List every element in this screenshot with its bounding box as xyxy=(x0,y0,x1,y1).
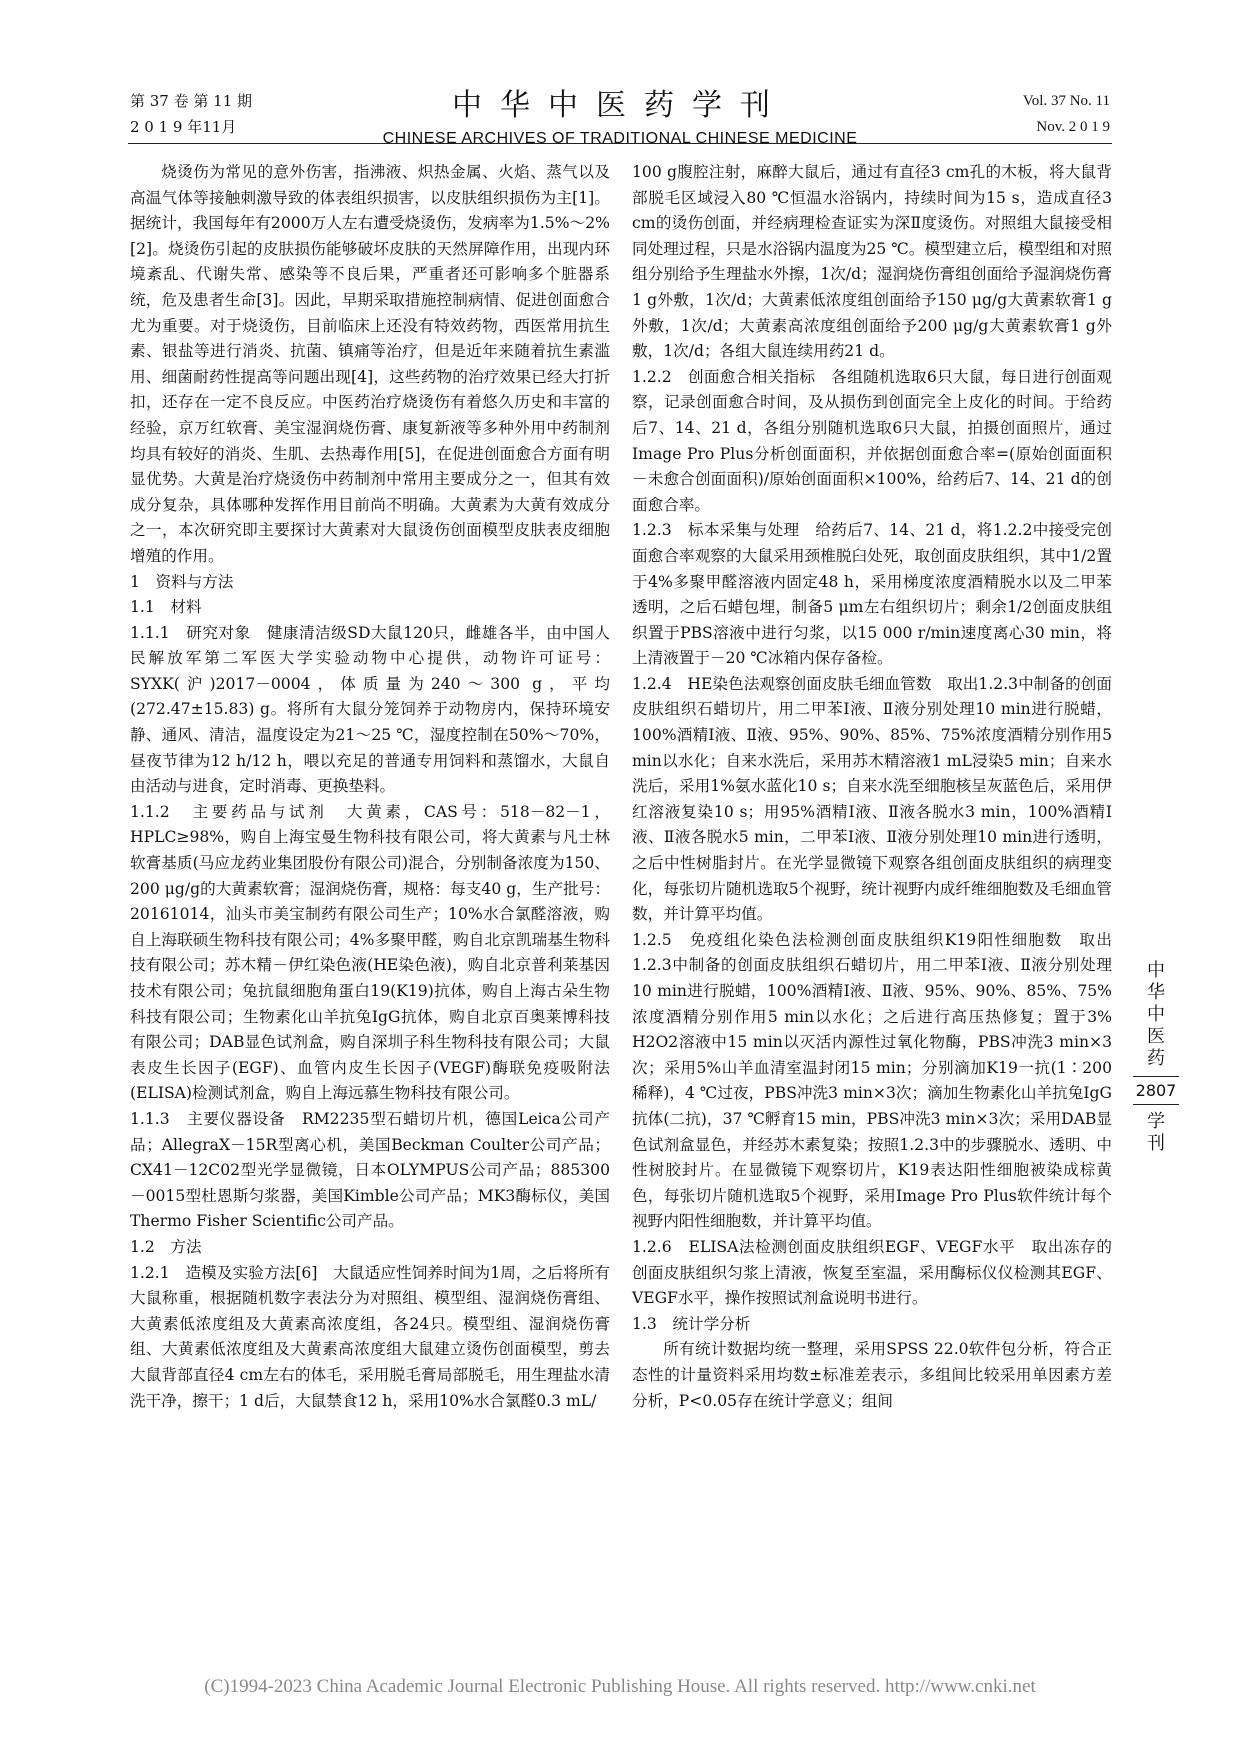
left-column xyxy=(130,160,610,1414)
page-sidebar xyxy=(1133,960,1179,1155)
sidebar-journal-suffix: 学 刊 xyxy=(1147,1111,1165,1154)
paragraph: 1.2.4 HE染色法观察创面皮肤毛细血管数 取出1.2.3中制备的创面皮肤组织石蜡切片，用二甲苯Ⅰ液、Ⅱ液分别处理10 min进行脱蜡，100%酒精Ⅰ液、Ⅱ液、95%、90%、85%、75%浓度酒精分别作用5 min以水化；自来水洗后，采用苏木精溶液1 mL浸染5 min；自来水洗后，采用1%氨水蓝化10 s；自来水洗至细胞核呈灰蓝色后，采用伊红溶液复染10 s；用95%酒精Ⅰ液、Ⅱ液各脱水3 min，100%酒精Ⅰ液、Ⅱ液各脱水5 min，二甲苯Ⅰ液、Ⅱ液分别处理10 min进行透明，之后中性树脂封片。在光学显微镜下观察各组创面皮肤组织的病理变化，每张切片随机选取5个视野，统计视野内成纤维细胞数及毛细血管数，并计算平均值。 xyxy=(632,674,1112,924)
paragraph: 1.2.3 标本采集与处理 给药后7、14、21 d，将1.2.2中接受完创面愈合率观察的大鼠采用颈椎脱臼处死，取创面皮肤组织，其中1/2置于4%多聚甲醛溶液内固定48 h，采用梯度浓度酒精脱水以及二甲苯透明，之后石蜡包埋，制备5 μm左右组织切片；剩余1/2创面皮肤组织置于PBS溶液中进行匀浆，以15 000 r/min速度离心30 min，将上清液置于－20 ℃冰箱内保存备检。 xyxy=(632,521,1112,668)
section-heading: 1 资料与方法 xyxy=(130,572,234,591)
volume-issue-english: Vol. 37 No. 11 xyxy=(1022,93,1110,109)
header-rule xyxy=(128,143,1112,144)
publication-date-english: Nov. 2 0 1 9 xyxy=(1036,119,1110,135)
right-column xyxy=(632,160,1112,1414)
paragraph: 1.2.1 造模及实验方法[6] 大鼠适应性饲养时间为1周，之后将所有大鼠称重，根据随机数字表法分为对照组、模型组、湿润烧伤膏组、大黄素低浓度组及大黄素高浓度组，各24只。模型组、湿润烧伤膏组、大黄素低浓度组及大黄素高浓度组大鼠建立烫伤创面模型，剪去大鼠背部直径4 cm左右的体毛，采用脱毛膏局部脱毛，用生理盐水清洗干净，擦干；1 d后，大鼠禁食12 h，采用10%水合氯醛0.3 mL/ xyxy=(130,1263,610,1410)
journal-volume-info-english xyxy=(1023,88,1110,140)
section-heading: 1.3 统计学分析 xyxy=(632,1314,751,1333)
paragraph: 1.1.3 主要仪器设备 RM2235型石蜡切片机，德国Leica公司产品；AllegraX－15R型离心机，美国Beckman Coulter公司产品；CX41－12C02型光学显微镜，日本OLYMPUS公司产品；885300－0015型杜恩斯匀浆器，美国Kimble公司产品；MK3酶标仪，美国Thermo Fisher Scientific公司产品。 xyxy=(130,1109,610,1231)
page-number: 2807 xyxy=(1133,1076,1179,1105)
paragraph: 1.1.1 研究对象 健康清洁级SD大鼠120只，雌雄各半，由中国人民解放军第二军医大学实验动物中心提供，动物许可证号：SYXK(沪)2017－0004，体质量为240～300 g，平均(272.47±15.83) g。将所有大鼠分笼饲养于动物房内，保持环境安静、通风、清洁，温度设定为21～25 ℃，湿度控制在50%～70%，昼夜节律为12 h/12 h，喂以充足的普通专用饲料和蒸馏水，大鼠自由活动与进食，定时消毒、更换垫料。 xyxy=(130,623,610,796)
section-heading: 1.1 材料 xyxy=(130,598,202,617)
journal-title: 中华中医药学刊 xyxy=(452,88,788,123)
publication-date: 2 0 1 9 年11月 xyxy=(130,118,237,136)
sidebar-journal-name: 中 华 中 医 药 xyxy=(1147,960,1165,1069)
paragraph: 烧烫伤为常见的意外伤害，指沸液、炽热金属、火焰、蒸气以及高温气体等接触刺激导致的体表组织损害，以皮肤组织损伤为主[1]。据统计，我国每年有2000万人左右遭受烧烫伤，发病率为1.5%～2%[2]。烧烫伤引起的皮肤损伤能够破坏皮肤的天然屏障作用，出现内环境紊乱、代谢失常、感染等不良后果，严重者还可影响多个脏器系统，危及患者生命[3]。因此，早期采取措施控制病情、促进创面愈合尤为重要。对于烧烫伤，目前临床上还没有特效药物，西医常用抗生素、银盐等进行消炎、抗菌、镇痛等治疗，但是近年来随着抗生素滥用、细菌耐药性提高等问题出现[4]，这些药物的治疗效果已经大打折扣，还存在一定不良反应。中医药治疗烧烫伤有着悠久历史和丰富的经验，京万红软膏、美宝湿润烧伤膏、康复新液等多种外用中药制剂均具有较好的消炎、生肌、去热毒作用[5]，在促进创面愈合方面有明显优势。大黄是治疗烧烫伤中药制剂中常用主要成分之一，但其有效成分复杂，具体哪种发挥作用目前尚不明确。大黄素为大黄有效成分之一，本次研究即主要探讨大黄素对大鼠烫伤创面模型皮肤表皮细胞增殖的作用。 xyxy=(130,163,610,565)
paragraph: 1.2.5 免疫组化染色法检测创面皮肤组织K19阳性细胞数 取出1.2.3中制备的创面皮肤组织石蜡切片，用二甲苯Ⅰ液、Ⅱ液分别处理10 min进行脱蜡，100%酒精Ⅰ液、Ⅱ液、95%、90%、85%、75%浓度酒精分别作用5 min以水化；之后进行高压热修复；置于3% H2O2溶液中15 min以灭活内源性过氧化物酶，PBS冲洗3 min×3次；采用5%山羊血清室温封闭15 min；分别滴加K19一抗(1∶200稀释)，4 ℃过夜，PBS冲洗3 min×3次；滴加生物素化山羊抗兔IgG抗体(二抗)，37 ℃孵育15 min，PBS冲洗3 min×3次；采用DAB显色试剂盒显色，并经苏木素复染；按照1.2.3中的步骤脱水、透明、中性树胶封片。在显微镜下观察切片，K19表达阳性细胞被染成棕黄色，每张切片随机选取5个视野，采用Image Pro Plus软件统计每个视野内阳性细胞数，并计算平均值。 xyxy=(632,930,1112,1231)
paragraph: 所有统计数据均统一整理，采用SPSS 22.0软件包分析，符合正态性的计量资料采用均数±标准差表示，多组间比较采用单因素方差分析，P<0.05存在统计学意义；组间 xyxy=(632,1340,1112,1410)
paragraph: 1.2.2 创面愈合相关指标 各组随机选取6只大鼠，每日进行创面观察，记录创面愈合时间，及从损伤到创面完全上皮化的时间。于给药后7、14、21 d，各组分别随机选取6只大鼠，拍摄创面照片，通过Image Pro Plus分析创面面积，并依据创面愈合率=(原始创面面积－未愈合创面面积)/原始创面面积×100%，给药后7、14、21 d的创面愈合率。 xyxy=(632,367,1112,514)
copyright-footer: (C)1994-2023 China Academic Journal Electronic Publishing House. All rights reserved. http://www.cnki.net xyxy=(204,1676,1036,1697)
volume-issue: 第 37 卷 第 11 期 xyxy=(130,92,253,110)
section-heading: 1.2 方法 xyxy=(130,1237,202,1256)
paragraph: 1.2.6 ELISA法检测创面皮肤组织EGF、VEGF水平 取出冻存的创面皮肤组织匀浆上清液，恢复至室温，采用酶标仪仪检测其EGF、VEGF水平，操作按照试剂盒说明书进行。 xyxy=(632,1237,1112,1308)
journal-title-english: CHINESE ARCHIVES OF TRADITIONAL CHINESE MEDICINE xyxy=(382,130,858,147)
paragraph: 100 g腹腔注射，麻醉大鼠后，通过有直径3 cm孔的木板，将大鼠背部脱毛区域浸入80 ℃恒温水浴锅内，持续时间为15 s，造成直径3 cm的烫伤创面，并经病理检查证实为深Ⅱ度烫伤。对照组大鼠接受相同处理过程，只是水浴锅内温度为25 ℃。模型建立后，模型组和对照组分别给予生理盐水外擦，1次/d；湿润烧伤膏组创面给予湿润烧伤膏1 g外敷，1次/d；大黄素低浓度组创面给予150 μg/g大黄素软膏1 g外敷，1次/d；大黄素高浓度组创面给予200 μg/g大黄素软膏1 g外敷，1次/d；各组大鼠连续用药21 d。 xyxy=(632,163,1112,361)
paragraph: 1.1.2 主要药品与试剂 大黄素，CAS号：518－82－1，HPLC≥98%，购自上海宝曼生物科技有限公司，将大黄素与凡士林软膏基质(马应龙药业集团股份有限公司)混合，分别制备浓度为150、200 μg/g的大黄素软膏；湿润烧伤膏，规格：每支40 g，生产批号：20161014，汕头市美宝制药有限公司生产；10%水合氯醛溶液，购自上海联硕生物科技有限公司；4%多聚甲醛，购自北京凯瑞基生物科技有限公司；苏木精－伊红染色液(HE染色液)，购自北京普利莱基因技术有限公司；兔抗鼠细胞角蛋白19(K19)抗体，购自上海古朵生物科技有限公司；生物素化山羊抗兔IgG抗体，购自北京百奥莱博科技有限公司；DAB显色试剂盒，购自深圳子科生物科技有限公司；大鼠表皮生长因子(EGF)、血管内皮生长因子(VEGF)酶联免疫吸附法(ELISA)检测试剂盒，购自上海远慕生物科技有限公司。 xyxy=(130,802,610,1103)
